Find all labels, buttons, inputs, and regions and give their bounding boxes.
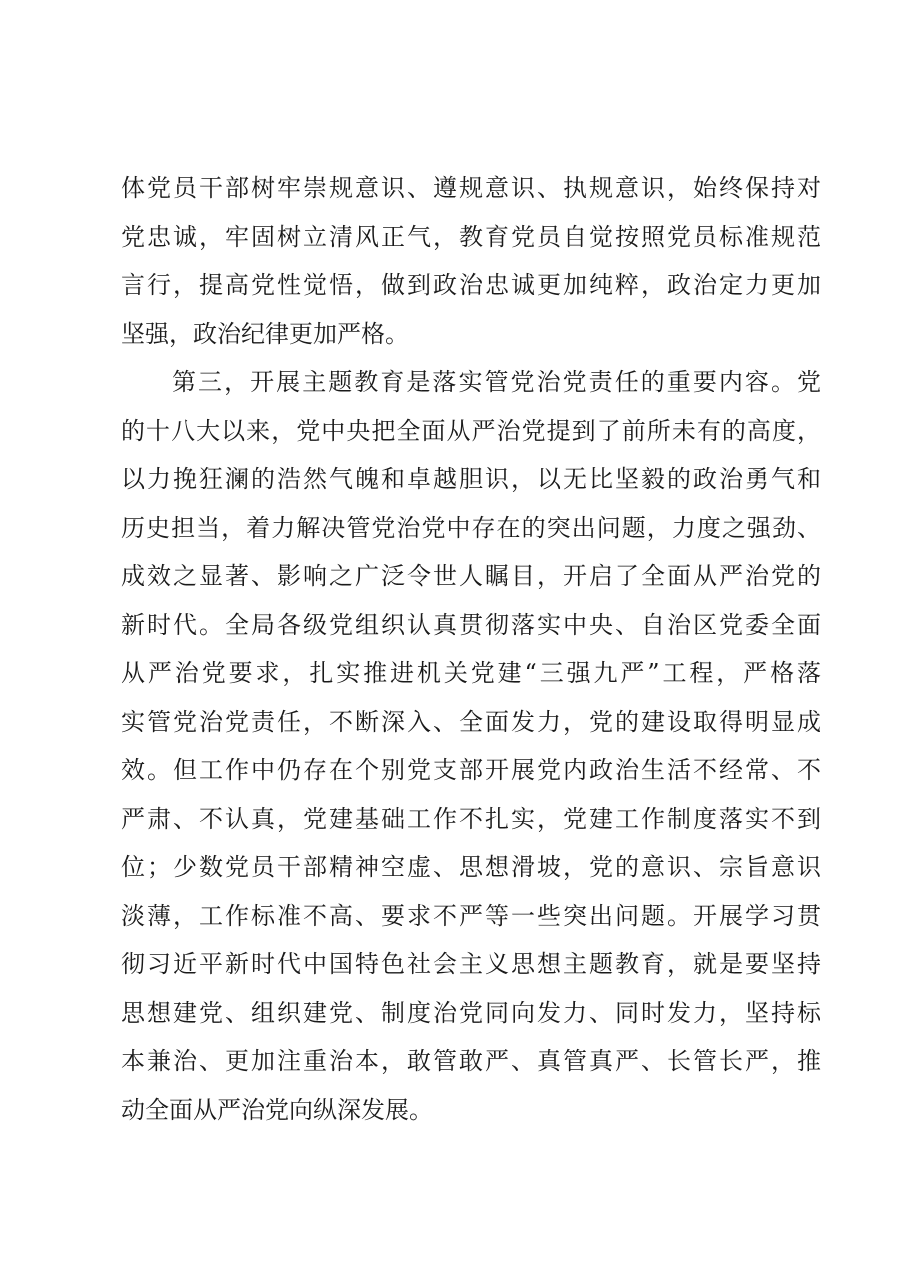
text-line: 彻习近平新时代中国特色社会主义思想主题教育，就是要坚持	[121, 950, 821, 978]
text-line: 淡薄，工作标准不高、要求不严等一些突出问题。开展学习贯	[121, 901, 821, 930]
text-line: 历史担当，着力解决管党治党中存在的突出问题，力度之强劲、	[121, 513, 821, 542]
text-line: 严肃、不认真，党建基础工作不扎实，党建工作制度落实不到	[121, 804, 821, 833]
text-line: 本兼治、更加注重治本，敢管敢严、真管真严、长管长严，推	[121, 1047, 821, 1075]
text-line: 效。但工作中仍存在个别党支部开展党内政治生活不经常、不	[121, 756, 821, 784]
text-line: 言行，提高党性觉悟，做到政治忠诚更加纯粹，政治定力更加	[121, 271, 821, 299]
text-line: 坚强，政治纪律更加严格。	[121, 319, 409, 348]
text-line: 位；少数党员干部精神空虚、思想滑坡，党的意识、宗旨意识	[121, 853, 821, 881]
text-line: 动全面从严治党向纵深发展。	[121, 1095, 433, 1124]
paragraph-1	[121, 164, 821, 358]
text-line: 体党员干部树牢崇规意识、遵规意识、执规意识，始终保持对	[121, 174, 821, 202]
paragraph-2	[121, 358, 821, 1134]
text-line: 思想建党、组织建党、制度治党同向发力、同时发力，坚持标	[121, 998, 821, 1027]
text-line: 的十八大以来，党中央把全面从严治党提到了前所未有的高度，	[121, 416, 821, 445]
text-line: 以力挽狂澜的浩然气魄和卓越胆识，以无比坚毅的政治勇气和	[121, 465, 821, 493]
text-line: 实管党治党责任，不断深入、全面发力，党的建设取得明显成	[121, 707, 821, 736]
text-line: 新时代。全局各级党组织认真贯彻落实中央、自治区党委全面	[121, 610, 821, 639]
text-line: 党忠诚，牢固树立清风正气，教育党员自觉按照党员标准规范	[121, 222, 821, 251]
text-line: 从严治党要求，扎实推进机关党建“三强九严”工程，严格落	[121, 659, 821, 687]
body-text	[121, 164, 821, 1134]
text-line: 成效之显著、影响之广泛令世人瞩目，开启了全面从严治党的	[121, 562, 821, 590]
text-line: 第三，开展主题教育是落实管党治党责任的重要内容。党	[172, 368, 821, 396]
